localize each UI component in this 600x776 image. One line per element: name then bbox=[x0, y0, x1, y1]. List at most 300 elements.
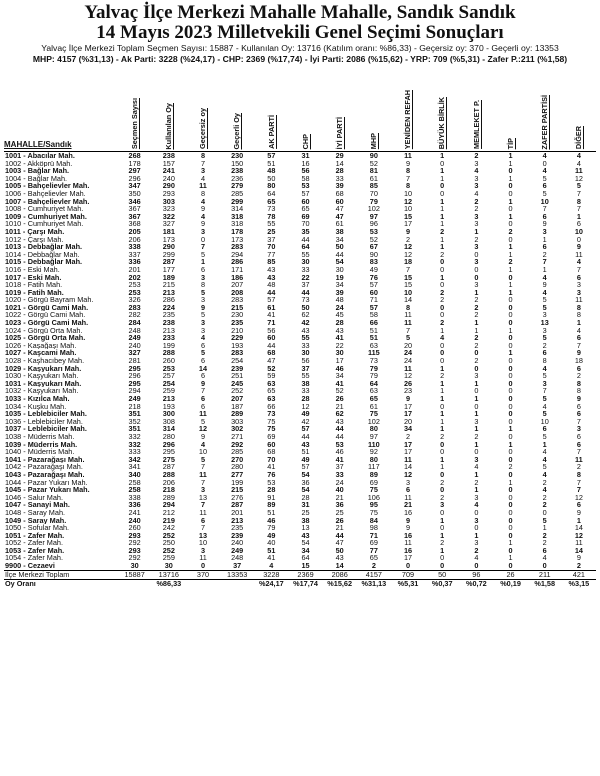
row-label: 1029 - Kaşyukarı Mah. bbox=[5, 364, 82, 373]
table-row bbox=[4, 532, 596, 540]
column-header-label: İYİ PARTİ bbox=[334, 117, 344, 150]
table-cell: 96 bbox=[369, 220, 378, 228]
table-cell: 213 bbox=[231, 516, 244, 525]
table-cell: 22 bbox=[335, 341, 344, 350]
table-cell: 16 bbox=[403, 508, 413, 517]
table-cell: 55 bbox=[267, 220, 276, 228]
table-cell: 2 bbox=[576, 372, 581, 380]
table-cell: 79 bbox=[369, 364, 378, 373]
table-cell: 78 bbox=[267, 212, 276, 221]
table-cell: 2 bbox=[474, 334, 479, 342]
table-cell: 1 bbox=[508, 326, 513, 335]
table-cell: 62 bbox=[335, 410, 344, 418]
table-cell: 14 bbox=[323, 562, 357, 570]
table-cell: 2 bbox=[508, 227, 513, 236]
table-cell: 6 bbox=[542, 243, 547, 251]
table-cell: 106 bbox=[367, 493, 380, 502]
table-cell: 11 bbox=[404, 493, 412, 502]
table-cell: 4 bbox=[474, 189, 479, 198]
column-header-label: Kullanılan Oy bbox=[164, 102, 174, 150]
table-row bbox=[4, 418, 596, 426]
table-cell: 41 bbox=[335, 455, 344, 464]
row-label: 1041 - Pazarağaşı Mah. bbox=[5, 455, 85, 464]
table-cell: 90 bbox=[369, 250, 378, 259]
table-row bbox=[4, 228, 596, 236]
table-cell: 1 bbox=[474, 486, 479, 494]
table-cell: 48 bbox=[267, 281, 276, 289]
table-cell: 75 bbox=[267, 417, 276, 426]
table-cell: 218 bbox=[128, 402, 141, 411]
table-cell: 57 bbox=[369, 303, 378, 312]
table-cell: 1 bbox=[576, 212, 581, 221]
rate-cell bbox=[118, 579, 152, 588]
table-cell: 0 bbox=[474, 508, 479, 517]
table-cell: 79 bbox=[369, 197, 378, 206]
row-label: 1036 - Leblebiciler Mah. bbox=[5, 417, 83, 426]
table-cell: 3 bbox=[576, 425, 581, 433]
table-cell: 17 bbox=[403, 220, 413, 228]
table-row bbox=[4, 167, 596, 175]
table-cell: 0 bbox=[508, 531, 513, 540]
table-cell: 63 bbox=[267, 379, 276, 388]
table-cell: 26 bbox=[335, 395, 344, 403]
table-cell: 302 bbox=[231, 425, 244, 433]
table-cell: 3 bbox=[440, 501, 445, 509]
table-cell: 67 bbox=[369, 243, 378, 251]
table-cell: 283 bbox=[128, 303, 141, 312]
table-cell: 20 bbox=[403, 417, 413, 426]
table-cell: 15 bbox=[403, 212, 413, 221]
table-cell: 6 bbox=[200, 341, 206, 350]
table-cell: 37 bbox=[301, 364, 310, 373]
table-row bbox=[4, 456, 596, 464]
table-cell: 6 bbox=[200, 516, 206, 525]
table-cell: 6 bbox=[542, 212, 547, 221]
table-cell: 34 bbox=[403, 425, 413, 433]
row-label: 1051 - Zafer Mah. bbox=[5, 531, 65, 540]
table-cell: 193 bbox=[231, 341, 244, 350]
rate-cell: %24,17 bbox=[258, 579, 284, 588]
table-cell: 293 bbox=[128, 546, 141, 555]
column-header bbox=[528, 65, 562, 152]
table-cell: 367 bbox=[128, 205, 141, 213]
row-label: 1006 - Bahçelievler Mah. bbox=[5, 189, 86, 198]
table-cell: 293 bbox=[128, 531, 141, 540]
table-cell: 4 bbox=[474, 463, 479, 471]
table-cell: 4 bbox=[542, 402, 547, 411]
table-cell: 28 bbox=[301, 395, 310, 403]
table-cell: 303 bbox=[162, 197, 175, 206]
row-label: 1012 - Çarşı Mah. bbox=[5, 235, 64, 244]
table-cell: 70 bbox=[369, 189, 378, 198]
table-cell: 3 bbox=[474, 281, 479, 289]
table-cell: 215 bbox=[162, 281, 175, 289]
table-cell: 1 bbox=[474, 410, 479, 418]
table-cell: 11 bbox=[199, 554, 207, 563]
table-cell: 45 bbox=[335, 311, 344, 320]
table-cell: 2 bbox=[357, 562, 391, 570]
table-cell: 0 bbox=[440, 349, 445, 358]
table-cell: 9 bbox=[405, 159, 411, 168]
table-cell: 0 bbox=[508, 546, 513, 555]
table-row bbox=[4, 296, 596, 304]
table-cell: 282 bbox=[128, 311, 141, 320]
table-row bbox=[4, 395, 596, 403]
table-row bbox=[4, 517, 596, 525]
table-cell: 245 bbox=[231, 379, 244, 388]
table-cell: 296 bbox=[128, 174, 141, 183]
table-cell: 2 bbox=[542, 501, 547, 509]
table-cell: 79 bbox=[369, 372, 378, 380]
table-cell: 6 bbox=[542, 425, 547, 433]
table-cell: 52 bbox=[267, 364, 276, 373]
table-cell: 7 bbox=[576, 417, 581, 426]
table-cell: 6 bbox=[576, 432, 581, 441]
row-label: 1031 - Kaşyukarı Mah. bbox=[5, 379, 82, 388]
row-label: 1030 - Kaşyukarı Mah. bbox=[5, 372, 79, 380]
total-cell: 15887 bbox=[118, 570, 152, 579]
table-cell: 1 bbox=[440, 243, 445, 251]
table-cell: 14 bbox=[335, 159, 344, 168]
table-cell: 25 bbox=[267, 227, 276, 236]
table-row bbox=[4, 387, 596, 395]
table-cell: 294 bbox=[128, 387, 141, 395]
table-cell: 9 bbox=[576, 508, 581, 517]
table-cell: 1 bbox=[508, 349, 513, 358]
table-cell: 57 bbox=[267, 296, 276, 304]
table-row bbox=[4, 372, 596, 380]
table-cell: 0 bbox=[508, 303, 513, 312]
rate-row bbox=[4, 579, 596, 588]
table-cell: 83 bbox=[369, 258, 378, 266]
table-cell: 181 bbox=[162, 227, 175, 236]
table-cell: 11 bbox=[199, 508, 207, 517]
table-cell: 340 bbox=[128, 470, 141, 479]
table-cell: 6 bbox=[405, 486, 411, 494]
table-cell: 71 bbox=[369, 531, 378, 540]
table-cell: 251 bbox=[231, 372, 244, 380]
table-cell: 12 bbox=[574, 531, 583, 540]
table-cell: 9 bbox=[200, 303, 206, 312]
table-cell: 4 bbox=[474, 554, 479, 563]
table-cell: 6 bbox=[200, 357, 206, 365]
table-cell: 0 bbox=[440, 303, 445, 312]
table-row bbox=[4, 175, 596, 183]
table-cell: 3 bbox=[542, 227, 547, 236]
table-cell: 5 bbox=[405, 334, 411, 342]
table-cell: 2 bbox=[542, 531, 547, 540]
table-cell: 9 bbox=[200, 379, 206, 388]
table-cell: 1 bbox=[474, 319, 479, 327]
table-cell: 248 bbox=[231, 554, 244, 563]
table-cell: 5 bbox=[542, 395, 547, 403]
table-row bbox=[4, 311, 596, 319]
table-cell: 254 bbox=[231, 357, 244, 365]
table-cell: 7 bbox=[576, 448, 581, 456]
table-cell: 38 bbox=[301, 516, 310, 525]
table-cell: 1 bbox=[440, 167, 445, 175]
table-cell: 0 bbox=[440, 554, 445, 563]
table-cell: 1 bbox=[474, 425, 479, 433]
table-cell: 1 bbox=[508, 197, 513, 206]
table-cell: 1 bbox=[508, 250, 513, 259]
table-cell: 16 bbox=[403, 546, 413, 555]
table-cell: 28 bbox=[301, 493, 310, 502]
table-cell: 213 bbox=[162, 288, 175, 297]
table-cell: 0 bbox=[508, 516, 513, 525]
table-cell: 21 bbox=[403, 501, 413, 509]
table-cell: 61 bbox=[369, 402, 378, 411]
table-cell: 89 bbox=[267, 501, 276, 509]
table-cell: 1 bbox=[440, 326, 445, 335]
table-cell: 3 bbox=[474, 539, 479, 547]
table-cell: 59 bbox=[267, 372, 276, 380]
table-cell: 14 bbox=[403, 463, 413, 471]
table-cell: 347 bbox=[128, 182, 141, 190]
table-cell: 178 bbox=[231, 227, 244, 236]
table-cell: 0 bbox=[508, 508, 513, 517]
table-cell: 79 bbox=[267, 524, 276, 532]
table-cell: 49 bbox=[369, 265, 378, 274]
table-cell: 41 bbox=[267, 311, 276, 320]
table-cell: 7 bbox=[576, 265, 581, 274]
table-cell: 33 bbox=[301, 387, 310, 395]
table-cell: 5 bbox=[542, 516, 547, 525]
table-cell: 5 bbox=[576, 182, 581, 190]
table-cell: 206 bbox=[162, 478, 175, 487]
table-cell: 4 bbox=[576, 151, 581, 160]
table-cell: 292 bbox=[231, 440, 244, 449]
table-cell: 36 bbox=[335, 501, 344, 509]
table-cell: 0 bbox=[474, 349, 479, 358]
row-label: 1047 - Sanayi Mah. bbox=[5, 501, 70, 509]
table-cell: 37 bbox=[335, 463, 344, 471]
row-label: 1042 - Pazarağaşı Mah. bbox=[5, 463, 83, 471]
page-title: Yalvaç İlçe Merkezi Mahalle Mahalle, Sandık Sandık bbox=[84, 2, 516, 23]
table-cell: 7 bbox=[200, 478, 206, 487]
table-cell: 64 bbox=[301, 243, 310, 251]
column-header bbox=[459, 65, 493, 152]
row-label: 1003 - Bağlar Mah. bbox=[5, 167, 70, 175]
row-label: 1045 - Pazar Yukarı Mah. bbox=[5, 486, 90, 494]
table-cell: 2 bbox=[576, 463, 581, 471]
table-cell: 102 bbox=[367, 205, 380, 213]
table-cell: 0 bbox=[508, 395, 513, 403]
table-cell: 2 bbox=[542, 493, 547, 502]
table-cell: 187 bbox=[231, 402, 244, 411]
table-cell: 279 bbox=[231, 182, 244, 190]
table-cell: 1 bbox=[440, 220, 445, 228]
table-cell: 219 bbox=[162, 516, 175, 525]
table-cell: 75 bbox=[267, 425, 276, 433]
rate-cell: %3,15 bbox=[568, 579, 590, 588]
table-cell: 44 bbox=[301, 288, 310, 297]
table-cell: 12 bbox=[403, 470, 413, 479]
table-cell: 44 bbox=[335, 432, 344, 441]
table-cell: 0 bbox=[508, 448, 513, 456]
table-cell: 218 bbox=[162, 486, 175, 494]
table-cell: 21 bbox=[335, 493, 344, 502]
table-cell: 351 bbox=[128, 425, 141, 433]
table-cell: 3 bbox=[474, 220, 479, 228]
table-cell: 6 bbox=[576, 364, 581, 373]
column-header-label: Geçersiz oy bbox=[198, 108, 208, 150]
table-cell: 98 bbox=[369, 524, 378, 532]
table-cell: 285 bbox=[231, 189, 244, 198]
table-cell: 235 bbox=[162, 311, 175, 320]
table-row bbox=[4, 160, 596, 168]
table-cell: 1 bbox=[508, 554, 513, 563]
table-cell: 81 bbox=[369, 167, 378, 175]
table-cell: 42 bbox=[301, 319, 310, 327]
row-label: 1040 - Müderris Mah. bbox=[5, 448, 75, 456]
table-cell: 13 bbox=[198, 531, 208, 540]
table-row bbox=[4, 251, 596, 259]
table-cell: 48 bbox=[335, 296, 344, 304]
table-cell: 3 bbox=[474, 516, 479, 525]
table-cell: 333 bbox=[128, 448, 141, 456]
table-cell: 8 bbox=[542, 357, 547, 365]
table-cell: 24 bbox=[403, 349, 413, 358]
table-cell: 326 bbox=[128, 296, 141, 304]
table-cell: 295 bbox=[128, 364, 141, 373]
table-cell: 150 bbox=[231, 159, 244, 168]
table-cell: 30 bbox=[118, 562, 152, 570]
table-cell: 280 bbox=[162, 432, 175, 441]
table-cell: 207 bbox=[231, 395, 244, 403]
table-cell: 367 bbox=[128, 212, 141, 221]
table-cell: 341 bbox=[128, 463, 141, 471]
table-row bbox=[4, 205, 596, 213]
table-cell: 4 bbox=[542, 448, 547, 456]
table-cell: 54 bbox=[301, 486, 310, 494]
table-cell: 4 bbox=[474, 167, 479, 175]
table-cell: 44 bbox=[335, 531, 344, 540]
table-row bbox=[4, 554, 596, 562]
table-cell: 95 bbox=[369, 501, 378, 509]
table-cell: 43 bbox=[335, 326, 344, 335]
table-cell: 7 bbox=[200, 159, 206, 168]
table-cell: 199 bbox=[162, 341, 175, 350]
table-cell: 20 bbox=[403, 341, 413, 350]
table-cell: 11 bbox=[575, 296, 583, 304]
table-cell: 0 bbox=[508, 455, 513, 464]
table-cell: 2 bbox=[562, 562, 596, 570]
table-cell: 10 bbox=[574, 227, 583, 236]
table-cell: 193 bbox=[162, 402, 175, 411]
table-cell: 7 bbox=[405, 174, 411, 183]
table-cell: 7 bbox=[200, 387, 206, 395]
table-cell: 0 bbox=[474, 265, 479, 274]
row-label: 1046 - Salur Mah. bbox=[5, 493, 64, 502]
row-label: 1022 - Görgü Cami Mah. bbox=[5, 311, 86, 320]
table-cell: 66 bbox=[267, 402, 276, 411]
table-cell: 8 bbox=[576, 311, 581, 320]
table-cell: 8 bbox=[405, 182, 411, 190]
table-cell: 92 bbox=[369, 448, 378, 456]
table-cell: 253 bbox=[162, 364, 175, 373]
table-cell: 238 bbox=[231, 167, 244, 175]
table-cell: 60 bbox=[267, 440, 276, 449]
table-row bbox=[4, 479, 596, 487]
table-cell: 6 bbox=[576, 410, 581, 418]
table-cell: 290 bbox=[162, 182, 175, 190]
table-row bbox=[4, 433, 596, 441]
table-cell: 1 bbox=[508, 478, 513, 487]
total-cell: 26 bbox=[493, 570, 527, 579]
table-cell: 5 bbox=[542, 334, 547, 342]
table-cell: 0 bbox=[576, 235, 581, 244]
table-cell: 2 bbox=[440, 493, 445, 502]
table-cell: 41 bbox=[267, 554, 276, 563]
table-cell: 293 bbox=[162, 189, 175, 198]
total-cell: 96 bbox=[459, 570, 493, 579]
table-cell: 37 bbox=[267, 235, 276, 244]
row-label: 1004 - Bağlar Mah. bbox=[5, 174, 68, 183]
table-row bbox=[4, 448, 596, 456]
table-cell: 296 bbox=[162, 440, 175, 449]
table-cell: 3 bbox=[200, 319, 206, 327]
table-cell: 70 bbox=[267, 243, 276, 251]
column-header-label: TİP bbox=[505, 138, 515, 150]
table-cell: 19 bbox=[335, 273, 344, 282]
table-cell: 288 bbox=[162, 470, 175, 479]
table-cell: 0 bbox=[508, 357, 513, 365]
column-header-label: MEMLEKET P. bbox=[471, 100, 481, 150]
table-cell: 4 bbox=[254, 562, 288, 570]
table-cell: 47 bbox=[335, 212, 344, 221]
table-cell: 3 bbox=[200, 273, 206, 282]
column-header-label: BÜYÜK BİRLİK bbox=[437, 97, 447, 150]
table-cell: 0 bbox=[200, 235, 206, 244]
table-cell: 11 bbox=[199, 470, 207, 479]
table-cell: 1 bbox=[508, 288, 513, 297]
table-cell: 1 bbox=[440, 364, 445, 373]
table-cell: 64 bbox=[369, 379, 378, 388]
table-cell: 3 bbox=[200, 227, 206, 236]
table-cell: 21 bbox=[335, 524, 344, 532]
table-cell: 2 bbox=[542, 539, 547, 547]
table-cell: 286 bbox=[231, 258, 244, 266]
table-cell: 73 bbox=[267, 205, 276, 213]
table-cell: 0 bbox=[440, 258, 445, 266]
table-cell: 0 bbox=[440, 341, 445, 350]
rate-cell: %17,74 bbox=[293, 579, 318, 588]
table-cell: 171 bbox=[231, 265, 244, 274]
row-label: 1032 - Kaşyukarı Mah. bbox=[5, 387, 79, 395]
table-cell: 46 bbox=[267, 516, 276, 525]
table-cell: 1 bbox=[440, 417, 445, 426]
table-cell: 11 bbox=[404, 319, 412, 327]
table-cell: 69 bbox=[369, 539, 378, 547]
row-label: 1019 - Fatih Mah. bbox=[5, 288, 64, 297]
table-cell: 46 bbox=[335, 364, 344, 373]
table-cell: 6 bbox=[542, 546, 547, 555]
table-cell: 4 bbox=[542, 167, 547, 175]
table-cell: 0 bbox=[528, 562, 562, 570]
table-cell: 4 bbox=[576, 258, 581, 266]
total-cell: 211 bbox=[528, 570, 562, 579]
table-cell: 275 bbox=[162, 455, 175, 464]
table-cell: 1 bbox=[440, 531, 445, 540]
rate-cell: %1,58 bbox=[534, 579, 556, 588]
table-cell: 318 bbox=[231, 220, 244, 228]
column-header bbox=[425, 65, 459, 152]
table-cell: 5 bbox=[542, 463, 547, 471]
table-cell: 296 bbox=[128, 372, 141, 380]
table-cell: 17 bbox=[403, 440, 413, 449]
row-label: 1043 - Pazarağaşı Mah. bbox=[5, 470, 85, 479]
